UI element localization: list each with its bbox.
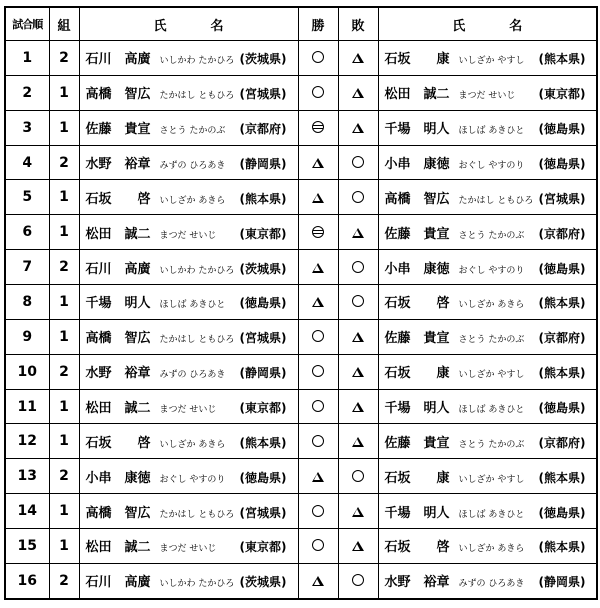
player-cell-right: [378, 494, 597, 529]
result-cell: [298, 215, 338, 250]
player-prefecture: (宮城県): [239, 331, 287, 346]
player-name: 石川 高廣: [85, 575, 151, 591]
player-prefecture: (徳島県): [239, 470, 287, 485]
loss-mark-icon: [352, 367, 364, 377]
player-prefecture: (茨城県): [239, 52, 287, 67]
player-kana: さとう たかのぶ: [458, 335, 525, 346]
loss-mark-icon: [312, 297, 324, 307]
result-cell: [338, 250, 378, 285]
player-name: 松田 誠二: [85, 401, 151, 417]
loss-mark-icon: [352, 332, 364, 342]
loss-mark-icon: [352, 228, 364, 238]
result-cell: [338, 389, 378, 424]
match-number: 8: [5, 285, 49, 320]
result-cell: [338, 319, 378, 354]
player-cell-left: [79, 494, 298, 529]
player-prefecture: (京都府): [538, 435, 586, 450]
loss-mark-icon: [352, 507, 364, 517]
win-mark-icon: [312, 539, 324, 551]
group-number: 1: [49, 494, 79, 529]
loss-mark-icon: [352, 402, 364, 412]
result-cell: [338, 563, 378, 599]
loss-mark-icon: [352, 541, 364, 551]
player-name: 高橋 智広: [85, 331, 151, 347]
match-number: 3: [5, 110, 49, 145]
player-name: 高橋 智広: [85, 505, 151, 521]
player-cell-right: [378, 319, 597, 354]
player-kana: いしざか あきら: [458, 300, 525, 311]
group-number: 2: [49, 250, 79, 285]
match-number: 7: [5, 250, 49, 285]
table-row: [5, 75, 597, 110]
match-number: 1: [5, 41, 49, 76]
loss-mark-icon: [352, 88, 364, 98]
table-row: [5, 145, 597, 180]
player-kana: さとう たかのぶ: [159, 126, 226, 137]
table-row: [5, 494, 597, 529]
player-kana: おぐし やすのり: [159, 474, 226, 485]
player-prefecture: (東京都): [538, 87, 586, 102]
header-name-right: [378, 7, 597, 41]
player-kana: みずの ひろあき: [159, 370, 226, 381]
result-cell: [338, 354, 378, 389]
table-row: [5, 41, 597, 76]
match-number: 2: [5, 75, 49, 110]
player-name: 千場 明人: [384, 122, 450, 138]
player-name: 水野 裕章: [85, 157, 151, 172]
table-row: [5, 285, 597, 320]
result-cell: [298, 354, 338, 389]
header-name-right-1: 氏: [452, 18, 466, 34]
header-group: 組: [49, 7, 79, 41]
group-number: 1: [49, 424, 79, 459]
player-cell-left: [79, 285, 298, 320]
player-kana: ほしば あきひと: [159, 300, 226, 311]
group-number: 1: [49, 285, 79, 320]
player-prefecture: (熊本県): [239, 191, 287, 206]
player-kana: おぐし やすのり: [458, 265, 525, 276]
player-name: 千場 明人: [384, 401, 450, 417]
player-name: 千場 明人: [85, 296, 151, 312]
table-row: [5, 319, 597, 354]
player-cell-right: [378, 110, 597, 145]
player-cell-right: [378, 424, 597, 459]
player-kana: さとう たかのぶ: [458, 439, 525, 450]
loss-mark-icon: [352, 53, 364, 63]
table-row: [5, 250, 597, 285]
player-prefecture: (茨城県): [239, 575, 287, 590]
player-name: 水野 裕章: [384, 575, 450, 591]
player-kana: たかはし ともひろ: [159, 335, 235, 346]
player-name: 石坂 康: [384, 366, 450, 382]
result-cell: [298, 285, 338, 320]
player-cell-left: [79, 354, 298, 389]
group-number: 1: [49, 215, 79, 250]
win-mark-icon: [352, 470, 364, 482]
result-cell: [298, 75, 338, 110]
win-mark-icon: [352, 574, 364, 586]
table-row: [5, 180, 597, 215]
player-kana: いしざか あきら: [159, 195, 226, 206]
table-row: [5, 424, 597, 459]
player-name: 石坂 啓: [85, 191, 151, 207]
player-cell-left: [79, 424, 298, 459]
player-prefecture: (徳島県): [538, 261, 586, 276]
player-prefecture: (熊本県): [538, 52, 586, 67]
player-kana: いしざか やすし: [458, 56, 525, 67]
result-cell: [338, 424, 378, 459]
player-cell-left: [79, 110, 298, 145]
loss-mark-icon: [352, 437, 364, 447]
table-row: [5, 354, 597, 389]
player-name: 千場 明人: [384, 505, 450, 521]
result-cell: [298, 529, 338, 564]
match-number: 15: [5, 529, 49, 564]
result-cell: [338, 459, 378, 494]
group-number: 1: [49, 110, 79, 145]
player-prefecture: (茨城県): [239, 261, 287, 276]
player-prefecture: (京都府): [239, 122, 287, 137]
player-kana: いしかわ たかひろ: [159, 579, 235, 590]
player-kana: みずの ひろあき: [159, 161, 226, 171]
player-name: 佐藤 貴宣: [85, 122, 151, 138]
player-kana: いしかわ たかひろ: [159, 265, 235, 276]
win-mark-icon: [312, 505, 324, 517]
header-match-no: 試合順: [5, 7, 49, 41]
result-cell: [338, 145, 378, 180]
group-number: 1: [49, 389, 79, 424]
player-cell-right: [378, 145, 597, 180]
result-cell: [298, 41, 338, 76]
player-kana: たかはし ともひろ: [458, 195, 534, 206]
player-name: 松田 誠二: [85, 540, 151, 556]
draw-mark-icon: [312, 226, 324, 238]
player-name: 小串 康徳: [384, 261, 450, 277]
player-cell-right: [378, 354, 597, 389]
player-prefecture: (東京都): [239, 226, 287, 241]
win-mark-icon: [352, 156, 364, 168]
result-cell: [338, 215, 378, 250]
header-win: 勝: [298, 7, 338, 41]
player-name: 石坂 啓: [85, 435, 151, 451]
match-number: 9: [5, 319, 49, 354]
win-mark-icon: [312, 86, 324, 98]
player-kana: いしかわ たかひろ: [159, 56, 235, 67]
player-prefecture: (京都府): [538, 331, 586, 346]
player-prefecture: (東京都): [239, 540, 287, 555]
group-number: 1: [49, 529, 79, 564]
header-row: [5, 7, 597, 41]
table-row: [5, 563, 597, 599]
table-row: [5, 389, 597, 424]
player-kana: いしざか やすし: [458, 370, 525, 381]
table-row: [5, 215, 597, 250]
player-kana: みずの ひろあき: [458, 579, 525, 590]
match-number: 6: [5, 215, 49, 250]
win-mark-icon: [352, 261, 364, 273]
group-number: 1: [49, 75, 79, 110]
win-mark-icon: [312, 51, 324, 63]
group-number: 1: [49, 180, 79, 215]
player-cell-left: [79, 145, 298, 180]
player-cell-left: [79, 459, 298, 494]
result-cell: [298, 319, 338, 354]
win-mark-icon: [352, 191, 364, 203]
player-cell-right: [378, 75, 597, 110]
win-mark-icon: [312, 435, 324, 447]
player-prefecture: (宮城県): [538, 191, 586, 206]
match-number: 13: [5, 459, 49, 494]
player-name: 松田 誠二: [85, 226, 151, 242]
player-prefecture: (静岡県): [239, 157, 287, 171]
result-cell: [338, 180, 378, 215]
player-name: 小串 康徳: [85, 470, 151, 486]
player-cell-left: [79, 389, 298, 424]
result-cell: [298, 180, 338, 215]
player-cell-left: [79, 529, 298, 564]
player-kana: たかはし ともひろ: [159, 509, 235, 520]
match-results-table: [4, 6, 598, 600]
table-row: [5, 459, 597, 494]
group-number: 2: [49, 354, 79, 389]
draw-mark-icon: [312, 121, 324, 133]
player-name: 小串 康徳: [384, 157, 450, 172]
player-name: 高橋 智広: [384, 191, 450, 207]
player-prefecture: (徳島県): [538, 505, 586, 520]
player-cell-left: [79, 319, 298, 354]
player-name: 石川 高廣: [85, 261, 151, 277]
group-number: 2: [49, 41, 79, 76]
player-kana: さとう たかのぶ: [458, 230, 525, 241]
header-name-left-2: 名: [210, 18, 224, 34]
player-prefecture: (徳島県): [538, 122, 586, 137]
player-kana: いしざか あきら: [159, 439, 226, 450]
player-name: 石坂 康: [384, 470, 450, 486]
result-cell: [298, 459, 338, 494]
result-cell: [338, 41, 378, 76]
player-name: 佐藤 貴宣: [384, 331, 450, 347]
player-prefecture: (熊本県): [538, 296, 586, 311]
group-number: 2: [49, 563, 79, 599]
win-mark-icon: [312, 365, 324, 377]
player-cell-right: [378, 180, 597, 215]
player-kana: いしざか あきら: [458, 544, 525, 555]
result-cell: [338, 110, 378, 145]
loss-mark-icon: [312, 193, 324, 203]
player-name: 松田 誠二: [384, 87, 450, 103]
player-cell-right: [378, 389, 597, 424]
result-cell: [298, 494, 338, 529]
player-prefecture: (徳島県): [538, 157, 586, 171]
player-kana: まつだ せいじ: [159, 544, 217, 555]
player-prefecture: (東京都): [239, 401, 287, 416]
player-cell-left: [79, 75, 298, 110]
header-name-left-1: 氏: [153, 18, 167, 34]
result-cell: [338, 285, 378, 320]
header-loss: 敗: [338, 7, 378, 41]
player-cell-right: [378, 459, 597, 494]
player-cell-left: [79, 215, 298, 250]
group-number: 1: [49, 319, 79, 354]
match-number: 11: [5, 389, 49, 424]
player-cell-right: [378, 285, 597, 320]
player-cell-right: [378, 563, 597, 599]
player-cell-left: [79, 41, 298, 76]
player-kana: ほしば あきひと: [458, 126, 525, 137]
player-name: 石坂 康: [384, 52, 450, 68]
player-name: 佐藤 貴宣: [384, 226, 450, 242]
player-cell-right: [378, 250, 597, 285]
player-cell-right: [378, 41, 597, 76]
match-number: 12: [5, 424, 49, 459]
match-number: 5: [5, 180, 49, 215]
player-kana: ほしば あきひと: [458, 405, 525, 416]
win-mark-icon: [352, 295, 364, 307]
player-prefecture: (熊本県): [538, 366, 586, 381]
header-name-left: [79, 7, 298, 41]
group-number: 2: [49, 459, 79, 494]
group-number: 2: [49, 145, 79, 180]
player-cell-right: [378, 215, 597, 250]
match-number: 10: [5, 354, 49, 389]
table-row: [5, 110, 597, 145]
player-name: 石坂 啓: [384, 296, 450, 312]
player-prefecture: (徳島県): [538, 401, 586, 416]
player-name: 石川 高廣: [85, 52, 151, 68]
result-cell: [338, 75, 378, 110]
player-kana: ほしば あきひと: [458, 509, 525, 520]
player-cell-left: [79, 180, 298, 215]
player-cell-left: [79, 250, 298, 285]
result-cell: [298, 424, 338, 459]
player-name: 石坂 啓: [384, 540, 450, 556]
player-prefecture: (熊本県): [538, 470, 586, 485]
player-prefecture: (静岡県): [239, 366, 287, 381]
player-cell-left: [79, 563, 298, 599]
result-cell: [338, 529, 378, 564]
player-kana: いしざか やすし: [458, 474, 525, 485]
result-cell: [338, 494, 378, 529]
loss-mark-icon: [312, 158, 324, 168]
player-prefecture: (静岡県): [538, 575, 586, 590]
player-cell-right: [378, 529, 597, 564]
player-name: 水野 裕章: [85, 366, 151, 382]
win-mark-icon: [312, 400, 324, 412]
result-cell: [298, 250, 338, 285]
result-cell: [298, 563, 338, 599]
match-number: 16: [5, 563, 49, 599]
match-number: 14: [5, 494, 49, 529]
player-kana: たかはし ともひろ: [159, 91, 235, 102]
result-cell: [298, 389, 338, 424]
player-kana: まつだ せいじ: [458, 91, 516, 102]
player-prefecture: (徳島県): [239, 296, 287, 311]
player-name: 高橋 智広: [85, 87, 151, 103]
player-kana: まつだ せいじ: [159, 405, 217, 416]
win-mark-icon: [312, 330, 324, 342]
player-name: 佐藤 貴宣: [384, 435, 450, 451]
loss-mark-icon: [312, 472, 324, 482]
loss-mark-icon: [312, 263, 324, 273]
match-number: 4: [5, 145, 49, 180]
player-prefecture: (京都府): [538, 226, 586, 241]
result-cell: [298, 145, 338, 180]
header-name-right-2: 名: [509, 18, 523, 34]
player-prefecture: (宮城県): [239, 87, 287, 102]
result-cell: [298, 110, 338, 145]
player-prefecture: (熊本県): [538, 540, 586, 555]
loss-mark-icon: [312, 576, 324, 586]
player-prefecture: (宮城県): [239, 505, 287, 520]
player-kana: おぐし やすのり: [458, 161, 525, 171]
player-kana: まつだ せいじ: [159, 230, 217, 241]
table-row: [5, 529, 597, 564]
player-prefecture: (熊本県): [239, 435, 287, 450]
loss-mark-icon: [352, 123, 364, 133]
